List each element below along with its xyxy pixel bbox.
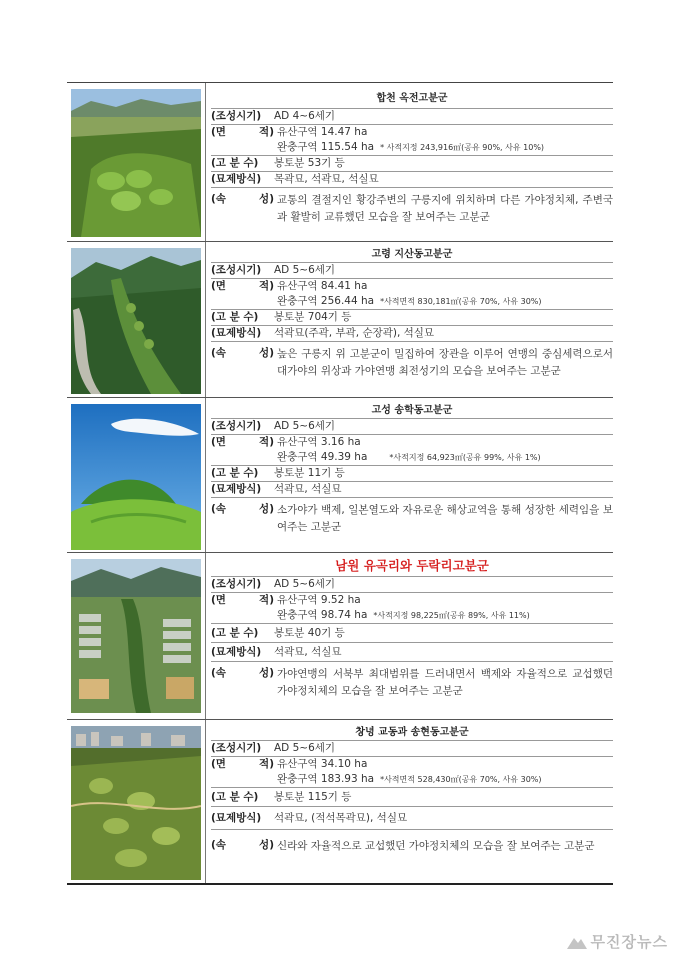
aerial-photo-goryeong bbox=[71, 248, 201, 394]
area-heritage: 유산구역 34.10 ha bbox=[277, 758, 368, 770]
area-heritage: 유산구역 9.52 ha bbox=[277, 594, 361, 606]
period-row bbox=[211, 418, 613, 434]
site-row-hapcheon bbox=[67, 83, 613, 242]
period-row bbox=[211, 576, 613, 592]
period-label: (조성시기) bbox=[211, 578, 262, 590]
period-row bbox=[211, 740, 613, 756]
count-label: (고 분 수) bbox=[211, 311, 259, 323]
attr-row bbox=[211, 497, 613, 536]
area-heritage: 유산구역 84.41 ha bbox=[277, 280, 368, 292]
site-info bbox=[206, 83, 613, 241]
attr-label: (속 성) bbox=[211, 347, 274, 359]
count-value: 봉토분 11기 등 bbox=[274, 467, 345, 479]
site-info bbox=[206, 242, 613, 397]
site-photo bbox=[67, 553, 206, 719]
area-value bbox=[277, 757, 613, 787]
area-label: (면 적) bbox=[211, 436, 274, 448]
attr-row bbox=[211, 661, 613, 700]
type-label: (묘제방식) bbox=[211, 173, 262, 185]
type-row bbox=[211, 481, 613, 497]
area-label: (면 적) bbox=[211, 126, 274, 138]
site-row-changnyeong bbox=[67, 720, 613, 885]
attr-value: 교통의 결절지인 황강주변의 구릉지에 위치하며 다른 가야정치체, 주변국과 활발히 교류했던 모습을 잘 보여주는 고분군 bbox=[277, 194, 613, 223]
site-photo bbox=[67, 242, 206, 397]
type-label: (묘제방식) bbox=[211, 812, 262, 824]
count-value: 봉토분 53기 등 bbox=[274, 157, 345, 169]
area-label: (면 적) bbox=[211, 758, 274, 770]
site-photo bbox=[67, 720, 206, 883]
attr-row bbox=[211, 341, 613, 380]
count-label: (고 분 수) bbox=[211, 157, 259, 169]
area-note: *사적지정 98,225㎡(공유 89%, 사유 11%) bbox=[373, 611, 530, 620]
type-value: 석곽묘, 석실묘 bbox=[274, 483, 342, 495]
type-value: 석곽묘, 석실묘 bbox=[274, 646, 342, 658]
period-value: AD 4~6세기 bbox=[274, 110, 336, 122]
site-title: 창녕 교동과 송현동고분군 bbox=[355, 727, 469, 738]
count-row bbox=[211, 787, 613, 806]
type-label: (묘제방식) bbox=[211, 646, 262, 658]
site-info bbox=[206, 553, 613, 719]
site-title-highlight: 남원 유곡리와 두락리고분군 bbox=[335, 558, 489, 573]
site-photo bbox=[67, 398, 206, 552]
count-row bbox=[211, 309, 613, 325]
count-value: 봉토분 704기 등 bbox=[274, 311, 352, 323]
site-title: 고성 송학동고분군 bbox=[371, 405, 453, 416]
site-title: 합천 옥전고분군 bbox=[376, 93, 448, 104]
count-row bbox=[211, 465, 613, 481]
period-row bbox=[211, 262, 613, 278]
area-row bbox=[211, 434, 613, 465]
period-value: AD 5~6세기 bbox=[274, 264, 336, 276]
area-row bbox=[211, 124, 613, 155]
area-buffer: 완충구역 115.54 ha * 사적지정 243,916㎡(공유 90%, 사유 10%) bbox=[277, 141, 545, 153]
photo-goseong bbox=[71, 404, 201, 550]
area-value bbox=[277, 279, 613, 309]
site-row-goseong bbox=[67, 398, 613, 553]
count-row bbox=[211, 623, 613, 642]
period-row bbox=[211, 108, 613, 124]
area-row bbox=[211, 278, 613, 309]
area-buffer: 완충구역 98.74 ha *사적지정 98,225㎡(공유 89%, 사유 11%) bbox=[277, 609, 530, 621]
site-title: 고령 지산동고분군 bbox=[371, 249, 453, 260]
type-label: (묘제방식) bbox=[211, 483, 262, 495]
type-value: 목곽묘, 석곽묘, 석실묘 bbox=[274, 173, 379, 185]
area-label: (면 적) bbox=[211, 280, 274, 292]
attr-row bbox=[211, 829, 613, 855]
area-value bbox=[277, 593, 613, 623]
type-row bbox=[211, 806, 613, 829]
site-row-goryeong bbox=[67, 242, 613, 398]
attr-label: (속 성) bbox=[211, 193, 274, 205]
area-heritage: 유산구역 14.47 ha bbox=[277, 126, 368, 138]
count-row bbox=[211, 155, 613, 171]
period-label: (조성시기) bbox=[211, 264, 262, 276]
type-value: 석곽묘, (적석목곽묘), 석실묘 bbox=[274, 812, 408, 824]
area-buffer: 완충구역 183.93 ha *사적면적 528,430㎡(공유 70%, 사유 30%) bbox=[277, 773, 542, 785]
area-row bbox=[211, 592, 613, 623]
area-heritage: 유산구역 3.16 ha bbox=[277, 436, 361, 448]
area-buffer: 완충구역 49.39 ha *사적지정 64,923㎡(공유 99%, 사유 1%) bbox=[277, 451, 541, 463]
period-label: (조성시기) bbox=[211, 110, 262, 122]
period-label: (조성시기) bbox=[211, 742, 262, 754]
area-buffer: 완충구역 256.44 ha *사적면적 830,181㎡(공유 70%, 사유 30%) bbox=[277, 295, 542, 307]
attr-label: (속 성) bbox=[211, 839, 274, 851]
attr-row bbox=[211, 187, 613, 226]
watermark bbox=[566, 931, 668, 952]
area-label: (면 적) bbox=[211, 594, 274, 606]
period-value: AD 5~6세기 bbox=[274, 742, 336, 754]
attr-value: 신라와 자율적으로 교섭했던 가야정치체의 모습을 잘 보여주는 고분군 bbox=[277, 840, 595, 852]
count-value: 봉토분 40기 등 bbox=[274, 627, 345, 639]
period-value: AD 5~6세기 bbox=[274, 578, 336, 590]
aerial-photo-hapcheon bbox=[71, 89, 201, 237]
area-note: * 사적지정 243,916㎡(공유 90%, 사유 10%) bbox=[380, 143, 545, 152]
count-label: (고 분 수) bbox=[211, 791, 259, 803]
aerial-photo-changnyeong bbox=[71, 726, 201, 880]
area-row bbox=[211, 756, 613, 787]
attr-label: (속 성) bbox=[211, 667, 274, 679]
area-note: *사적면적 528,430㎡(공유 70%, 사유 30%) bbox=[380, 775, 542, 784]
type-row bbox=[211, 642, 613, 661]
period-label: (조성시기) bbox=[211, 420, 262, 432]
watermark-text: 무진장뉴스 bbox=[590, 933, 668, 951]
site-photo bbox=[67, 83, 206, 241]
site-info bbox=[206, 398, 613, 552]
attr-value: 높은 구릉지 위 고분군이 밀집하여 장관을 이루어 연맹의 중심세력으로서 대가야의 위상과 가야연맹 최전성기의 모습을 보여주는 고분군 bbox=[277, 348, 613, 377]
site-info bbox=[206, 720, 613, 883]
aerial-photo-namwon bbox=[71, 559, 201, 713]
area-value bbox=[277, 125, 613, 155]
period-value: AD 5~6세기 bbox=[274, 420, 336, 432]
attr-value: 가야연맹의 서북부 최대범위를 드러내면서 백제와 자율적으로 교섭했던 가야정치체의 모습을 잘 보여주는 고분군 bbox=[277, 668, 613, 697]
type-label: (묘제방식) bbox=[211, 327, 262, 339]
attr-value: 소가야가 백제, 일본열도와 자유로운 해상교역을 통해 성장한 세력임을 보여주는 고분군 bbox=[277, 504, 613, 533]
mountain-logo-icon bbox=[566, 933, 588, 951]
count-label: (고 분 수) bbox=[211, 627, 259, 639]
type-value: 석곽묘(주곽, 부곽, 순장곽), 석실묘 bbox=[274, 327, 435, 339]
attr-label: (속 성) bbox=[211, 503, 274, 515]
type-row bbox=[211, 171, 613, 187]
count-label: (고 분 수) bbox=[211, 467, 259, 479]
type-row bbox=[211, 325, 613, 341]
area-note: *사적지정 64,923㎡(공유 99%, 사유 1%) bbox=[389, 453, 541, 462]
heritage-table bbox=[67, 82, 613, 885]
area-note: *사적면적 830,181㎡(공유 70%, 사유 30%) bbox=[380, 297, 542, 306]
count-value: 봉토분 115기 등 bbox=[274, 791, 352, 803]
site-row-namwon bbox=[67, 553, 613, 720]
area-value bbox=[277, 435, 613, 465]
